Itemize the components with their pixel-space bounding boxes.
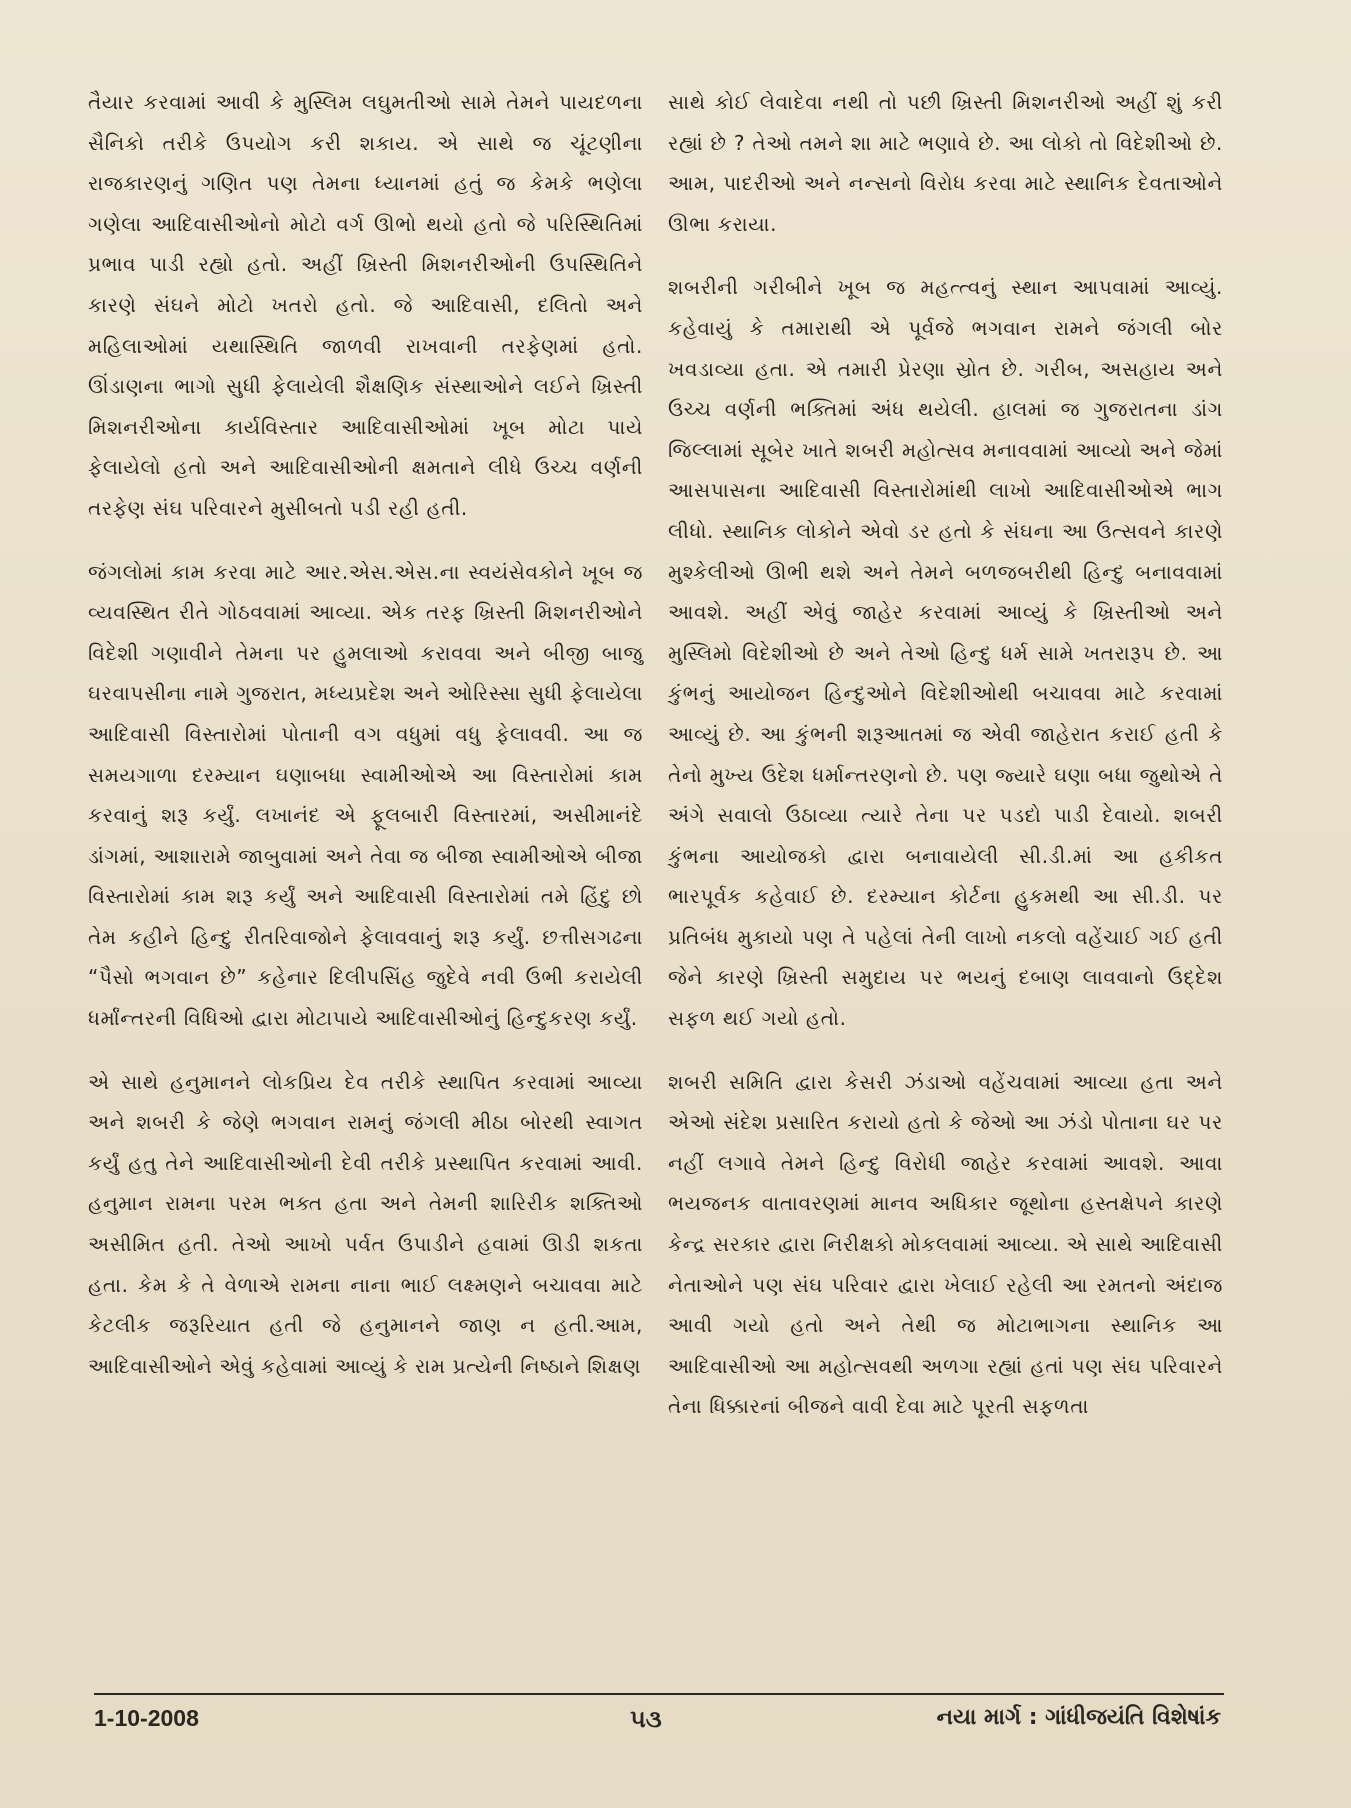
paragraph: શબરી સમિતિ દ્વારા કેસરી ઝંડાઓ વહેંચવામાં આવ્યા હતા અને એઓ સંદેશ પ્રસારિત કરાયો હતો કે જેઓ આ ઝંડો પોતાના ઘર પર નહીં લગાવે તેમને હિન્દુ વિરોધી જાહેર કરવામાં આવશે. આવા ભયજનક વાતાવરણમાં માનવ અધિકાર જૂથોના હસ્તક્ષેપને કારણે કેન્દ્ર સરકાર દ્વારા નિરીક્ષકો મોકલવામાં આવ્યા. એ સાથે આદિવાસી નેતાઓને પણ સંઘ પરિવાર દ્વારા ખેલાઈ રહેલી આ રમતનો અંદાજ આવી ગયો હતો અને તેથી જ મોટાભાગના સ્થાનિક આ આદિવાસીઓ આ મહોત્સવથી અળગા રહ્યાં હતાં પણ સંઘ પરિવારને તેના ધિક્કારનાં બીજને વાવી દેવા માટે પૂરતી સફળતા xyxy=(668,1069,1223,1419)
paragraph: તૈયાર કરવામાં આવી કે મુસ્લિમ લઘુમતીઓ સામે તેમને પાયદળના સૈનિકો તરીકે ઉપયોગ કરી શકાય. એ સાથે જ ચૂંટણીના રાજકારણનું ગણિત પણ તેમના ધ્યાનમાં હતું જ કેમકે ભણેલા ગણેલા આદિવાસીઓનો મોટો વર્ગ ઊભો થયો હતો જે પરિસ્થિતિમાં પ્રભાવ પાડી રહ્યો હતો. અહીં ખ્રિસ્તી મિશનરીઓની ઉપસ્થિતિને કારણે સંઘને મોટો ખતરો હતો. જે આદિવાસી, દલિતો અને મહિલાઓમાં યથાસ્થિતિ જાળવી રાખવાની તરફેણમાં હતો. ઊંડાણના ભાગો સુધી ફેલાયેલી શૈક્ષણિક સંસ્થાઓને લઈને ખ્રિસ્તી મિશનરીઓના કાર્યવિસ્તાર આદિવાસીઓમાં ખૂબ મોટા પાયે ફેલાયેલો હતો અને આદિવાસીઓની ક્ષમતાને લીધે ઉચ્ચ વર્ણની તરફેણ સંઘ પરિવારને મુસીબતો પડી રહી હતી. xyxy=(88,90,643,520)
paragraph: શબરીની ગરીબીને ખૂબ જ મહત્ત્વનું સ્થાન આપવામાં આવ્યું. કહેવાયું કે તમારાથી એ પૂર્વજે ભગવાન રામને જંગલી બોર ખવડાવ્યા હતા. એ તમારી પ્રેરણા સ્રોત છે. ગરીબ, અસહાય અને ઉચ્ચ વર્ણની ભક્તિમાં અંધ થયેલી. હાલમાં જ ગુજરાતના ડાંગ જિલ્લામાં સૂબેર ખાતે શબરી મહોત્સવ મનાવવામાં આવ્યો અને જેમાં આસપાસના આદિવાસી વિસ્તારોમાંથી લાખો આદિવાસીઓએ ભાગ લીધો. સ્થાનિક લોકોને એવો ડર હતો કે સંઘના આ ઉત્સવને કારણે મુશ્કેલીઓ ઊભી થશે અને તેમને બળજબરીથી હિન્દુ બનાવવામાં આવશે. અહીં એવું જાહેર કરવામાં આવ્યું કે ખ્રિસ્તીઓ અને મુસ્લિમો વિદેશીઓ છે અને તેઓ હિન્દુ ધર્મ સામે ખતરારૂપ છે. આ કુંભનું આયોજન હિન્દુઓને વિદેશીઓથી બચાવવા માટે કરવામાં આવ્યું છે. આ કુંભની શરૂઆતમાં જ એવી જાહેરાત કરાઈ હતી કે તેનો મુખ્ય ઉદેશ ધર્માન્તરણનો છે. પણ જ્યારે ઘણા બધા જુથોએ તે અંગે સવાલો ઉઠાવ્યા ત્યારે તેના પર પડદો પાડી દેવાયો. શબરી કુંભના આયોજકો દ્વારા બનાવાયેલી સી.ડી.માં આ હકીકત ભારપૂર્વક કહેવાઈ છે. દરમ્યાન કોર્ટના હુકમથી આ સી.ડી. પર પ્રતિબંધ મુકાયો પણ તે પહેલાં તેની લાખો નકલો વહેંચાઈ ગઈ હતી જેને કારણે ખ્રિસ્તી સમુદાય પર ભયનું દબાણ લાવવાનો ઉદ્દેશ સફળ થઈ ગયો હતો. xyxy=(668,275,1223,1031)
magazine-title: નયા માર્ગ : ગાંધીજયંતિ વિશેષાંક xyxy=(936,1705,1221,1730)
left-column xyxy=(88,82,643,1386)
footer-date: 1-10-2008 xyxy=(94,1705,199,1731)
right-column xyxy=(668,82,1223,1427)
paragraph: સાથે કોઈ લેવાદેવા નથી તો પછી ખ્રિસ્તી મિશનરીઓ અહીં શું કરી રહ્યાં છે ? તેઓ તમને શા માટે ભણાવે છે. આ લોકો તો વિદેશીઓ છે. આમ, પાદરીઓ અને નન્સનો વિરોધ કરવા માટે સ્થાનિક દેવતાઓને ઊભા કરાયા. xyxy=(668,90,1223,236)
footer-divider xyxy=(94,1693,1224,1695)
paragraph: એ સાથે હનુમાનને લોકપ્રિય દેવ તરીકે સ્થાપિત કરવામાં આવ્યા અને શબરી કે જેણે ભગવાન રામનું જંગલી મીઠા બોરથી સ્વાગત કર્યું હતુ તેને આદિવાસીઓની દેવી તરીકે પ્રસ્થાપિત કરવામાં આવી. હનુમાન રામના પરમ ભક્ત હતા અને તેમની શારિરીક શક્તિઓ અસીમિત હતી. તેઓ આખો પર્વત ઉપાડીને હવામાં ઊડી શકતા હતા. કેમ કે તે વેળાએ રામના નાના ભાઈ લક્ષ્મણને બચાવવા માટે કેટલીક જરૂરિયાત હતી જે હનુમાનને જાણ ન હતી.આમ, આદિવાસીઓને એવું કહેવામાં આવ્યું કે રામ પ્રત્યેની નિષ્ઠાને શિક્ષણ xyxy=(88,1069,643,1378)
page-number: ૫૩ xyxy=(630,1705,662,1733)
paragraph: જંગલોમાં કામ કરવા માટે આર.એસ.એસ.ના સ્વયંસેવકોને ખૂબ જ વ્યવસ્થિત રીતે ગોઠવવામાં આવ્યા. એક તરફ ખ્રિસ્તી મિશનરીઓને વિદેશી ગણાવીને તેમના પર હુમલાઓ કરાવવા અને બીજી બાજુ ઘરવાપસીના નામે ગુજરાત, મધ્યપ્રદેશ અને ઓરિસ્સા સુધી ફેલાયેલા આદિવાસી વિસ્તારોમાં પોતાની વગ વધુમાં વધુ ફેલાવવી. આ જ સમયગાળા દરમ્યાન ઘણાબધા સ્વામીઓએ આ વિસ્તારોમાં કામ કરવાનું શરૂ કર્યું. લખાનંદ એ ફૂલબારી વિસ્તારમાં, અસીમાનંદે ડાંગમાં, આશારામે જાબુવામાં અને તેવા જ બીજા સ્વામીઓએ બીજા વિસ્તારોમાં કામ શરૂ કર્યું અને આદિવાસી વિસ્તારોમાં તમે હિંદુ છો તેમ કહીને હિન્દુ રીતરિવાજોને ફેલાવવાનું શરૂ કર્યું. છત્તીસગઢના “પૈસો ભગવાન છે” કહેનાર દિલીપસિંહ જુદેવે નવી ઉભી કરાયેલી ધર્માંન્તરની વિધિઓ દ્વારા મોટાપાયે આદિવાસીઓનું હિન્દુકરણ કર્યું. xyxy=(88,559,643,1031)
